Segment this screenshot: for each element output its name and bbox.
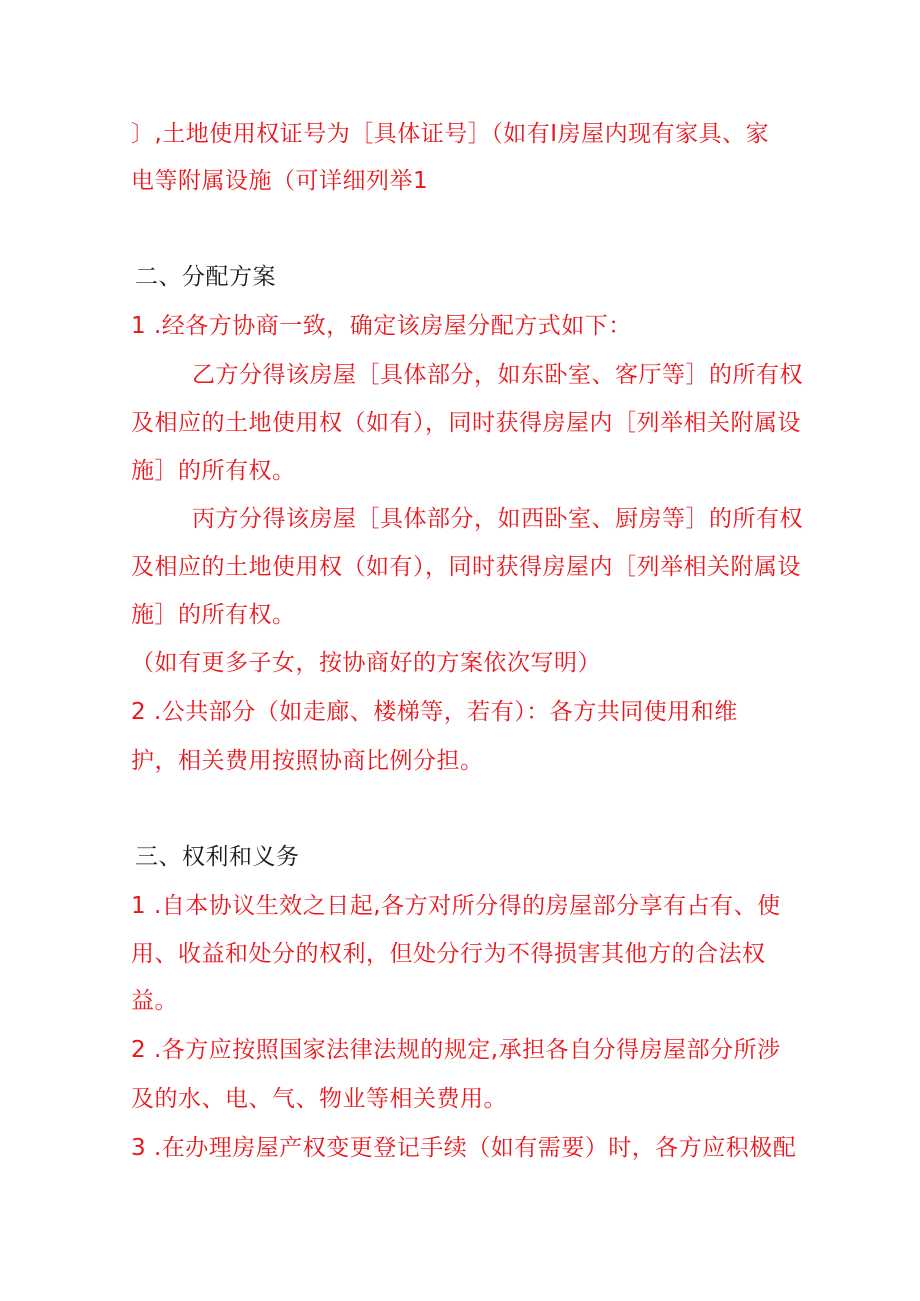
section-3-heading: 三、权利和义务 (135, 844, 300, 870)
section-2-heading: 二、分配方案 (135, 264, 276, 290)
section-3-item-1-line-1: 1 .自本协议生效之日起,各方对所分得的房屋部分享有占有、使 (131, 893, 781, 919)
party-yi-line-3: 施］的所有权。 (131, 458, 296, 484)
section-3-item-2-line-2: 及的水、电、气、物业等相关费用。 (131, 1086, 507, 1112)
section-2-item-2-line-2: 护，相关费用按照协商比例分担。 (131, 748, 484, 774)
more-children-note: （如有更多子女，按协商好的方案依次写明） (131, 650, 601, 676)
party-bing-line-2: 及相应的土地使用权（如有），同时获得房屋内［列举相关附属设 (131, 554, 801, 580)
section-3-item-3-line-1: 3 .在办理房屋产权变更登记手续（如有需要）时，各方应积极配 (131, 1135, 797, 1161)
section-3-item-2-line-1: 2 .各方应按照国家法律法规的规定,承担各自分得房屋部分所涉 (131, 1037, 781, 1063)
section-2-item-2-line-1: 2 .公共部分（如走廊、楼梯等，若有）：各方共同使用和维 (131, 699, 738, 725)
intro-line-1: 〕,土地使用权证号为［具体证号］（如有I房屋内现有家具、家 (131, 121, 770, 147)
intro-line-2: 电等附属设施（可详细列举1 (131, 168, 429, 194)
section-3-item-1-line-2: 用、收益和处分的权利，但处分行为不得损害其他方的合法权 (131, 941, 766, 967)
party-bing-line-3: 施］的所有权。 (131, 602, 296, 628)
party-yi-line-1: 乙方分得该房屋［具体部分，如东卧室、客厅等］的所有权 (192, 362, 803, 388)
party-yi-line-2: 及相应的土地使用权（如有），同时获得房屋内［列举相关附属设 (131, 410, 801, 436)
section-3-item-1-line-3: 益。 (131, 988, 178, 1014)
section-2-item-1: 1 .经各方协商一致，确定该房屋分配方式如下： (131, 313, 632, 339)
party-bing-line-1: 丙方分得该房屋［具体部分，如西卧室、厨房等］的所有权 (192, 506, 803, 532)
